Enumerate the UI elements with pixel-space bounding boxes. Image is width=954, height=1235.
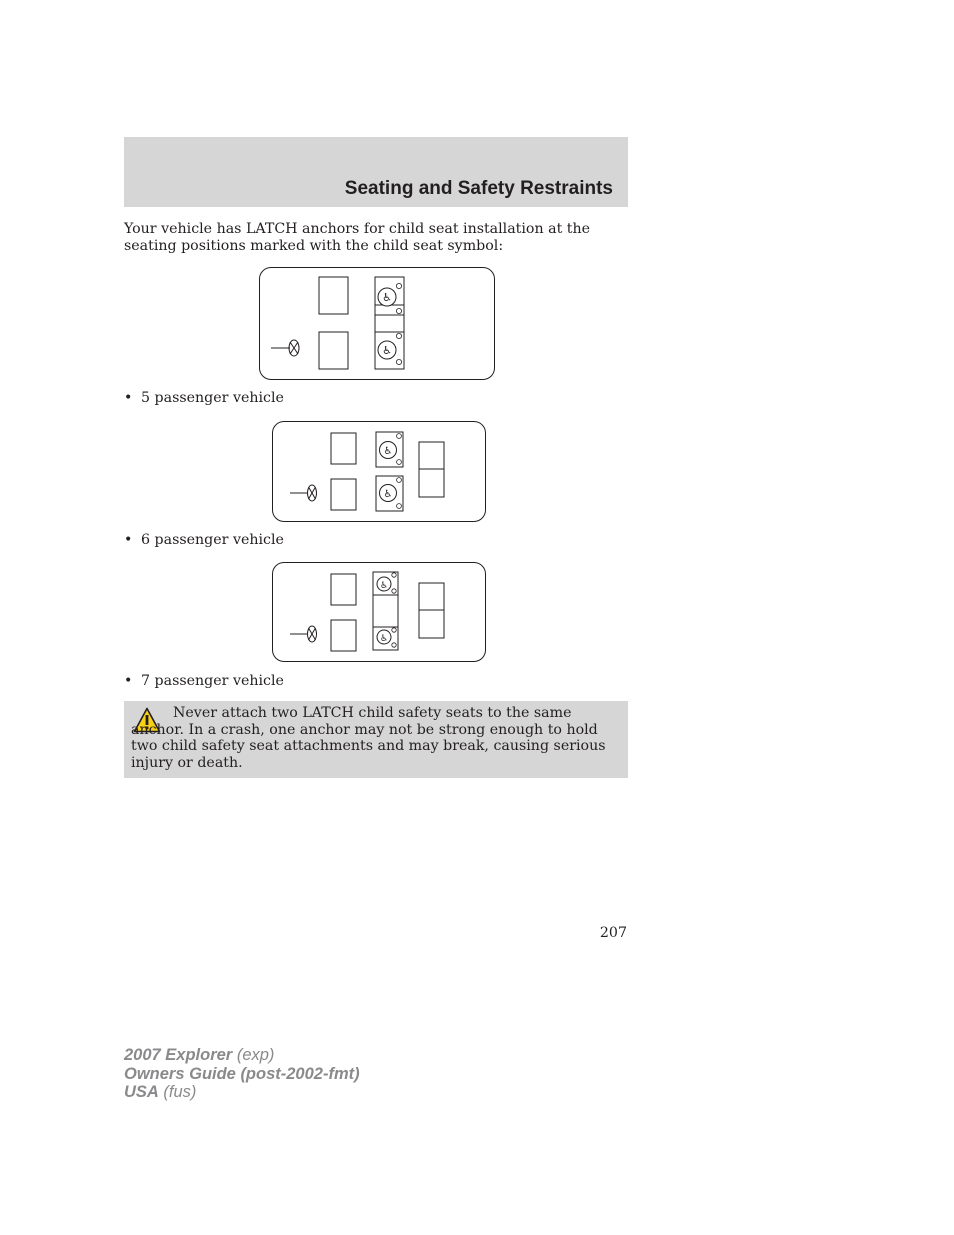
bullet-glyph: •	[124, 673, 133, 689]
footer-line-2	[124, 1065, 360, 1084]
child-seat-icon	[380, 434, 402, 465]
svg-text:♿: ♿	[379, 634, 389, 644]
warning-text: Never attach two LATCH child safety seats to the same anchor. In a crash, one anchor may not be strong enough to hold two child safety seat attachments and may break, causing serious injury or death.	[131, 705, 606, 771]
diagram-6-passenger-drawing	[273, 422, 487, 523]
diagram-7-passenger-drawing	[273, 563, 487, 663]
steering-wheel-icon	[290, 485, 317, 501]
front-seat-right	[331, 433, 356, 464]
section-title: Seating and Safety Restraints	[344, 178, 613, 199]
caption-text: 7 passenger vehicle	[141, 673, 284, 689]
steering-wheel-icon	[290, 626, 317, 642]
footer-model: 2007 Explorer	[124, 1046, 233, 1064]
child-seat-icon	[377, 628, 396, 647]
diagram-7-passenger	[272, 562, 486, 662]
diagram-5-passenger-drawing	[260, 268, 496, 381]
svg-text:♿: ♿	[383, 489, 393, 500]
svg-text:♿: ♿	[382, 291, 392, 304]
footer-market-code: (fus)	[158, 1083, 197, 1101]
page-number: 207	[599, 925, 627, 941]
bullet-glyph: •	[124, 532, 133, 548]
front-seat-left	[331, 479, 356, 510]
warning-box	[124, 701, 628, 778]
diagram-6-passenger	[272, 421, 486, 522]
svg-text:♿: ♿	[379, 581, 389, 591]
intro-paragraph: Your vehicle has LATCH anchors for child seat installation at the seating positions marked with the child seat symbol:	[124, 221, 591, 254]
child-seat-icon	[378, 283, 402, 313]
front-seat-right	[331, 574, 356, 605]
front-seat-right	[319, 277, 348, 314]
diagram-5-passenger	[259, 267, 495, 380]
caption-text: 5 passenger vehicle	[141, 390, 284, 406]
svg-text:♿: ♿	[383, 446, 393, 457]
front-seat-left	[331, 620, 356, 651]
caption-6-passenger	[124, 532, 284, 549]
svg-text:♿: ♿	[382, 344, 392, 357]
caption-5-passenger	[124, 390, 284, 407]
footer-line-1	[124, 1046, 360, 1065]
child-seat-icon	[380, 478, 402, 509]
child-seat-icon	[377, 573, 396, 593]
bullet-glyph: •	[124, 390, 133, 406]
steering-wheel-icon	[271, 340, 299, 356]
child-seat-icon	[378, 333, 402, 364]
footer-model-code: (exp)	[232, 1046, 275, 1064]
section-header	[124, 137, 628, 207]
front-seat-left	[319, 332, 348, 369]
footer-line-3	[124, 1083, 360, 1102]
footer	[124, 1046, 360, 1102]
caption-text: 6 passenger vehicle	[141, 532, 284, 548]
footer-guide: Owners Guide (post-2002-fmt)	[124, 1064, 360, 1083]
footer-market: USA	[124, 1083, 159, 1101]
caption-7-passenger	[124, 673, 284, 690]
